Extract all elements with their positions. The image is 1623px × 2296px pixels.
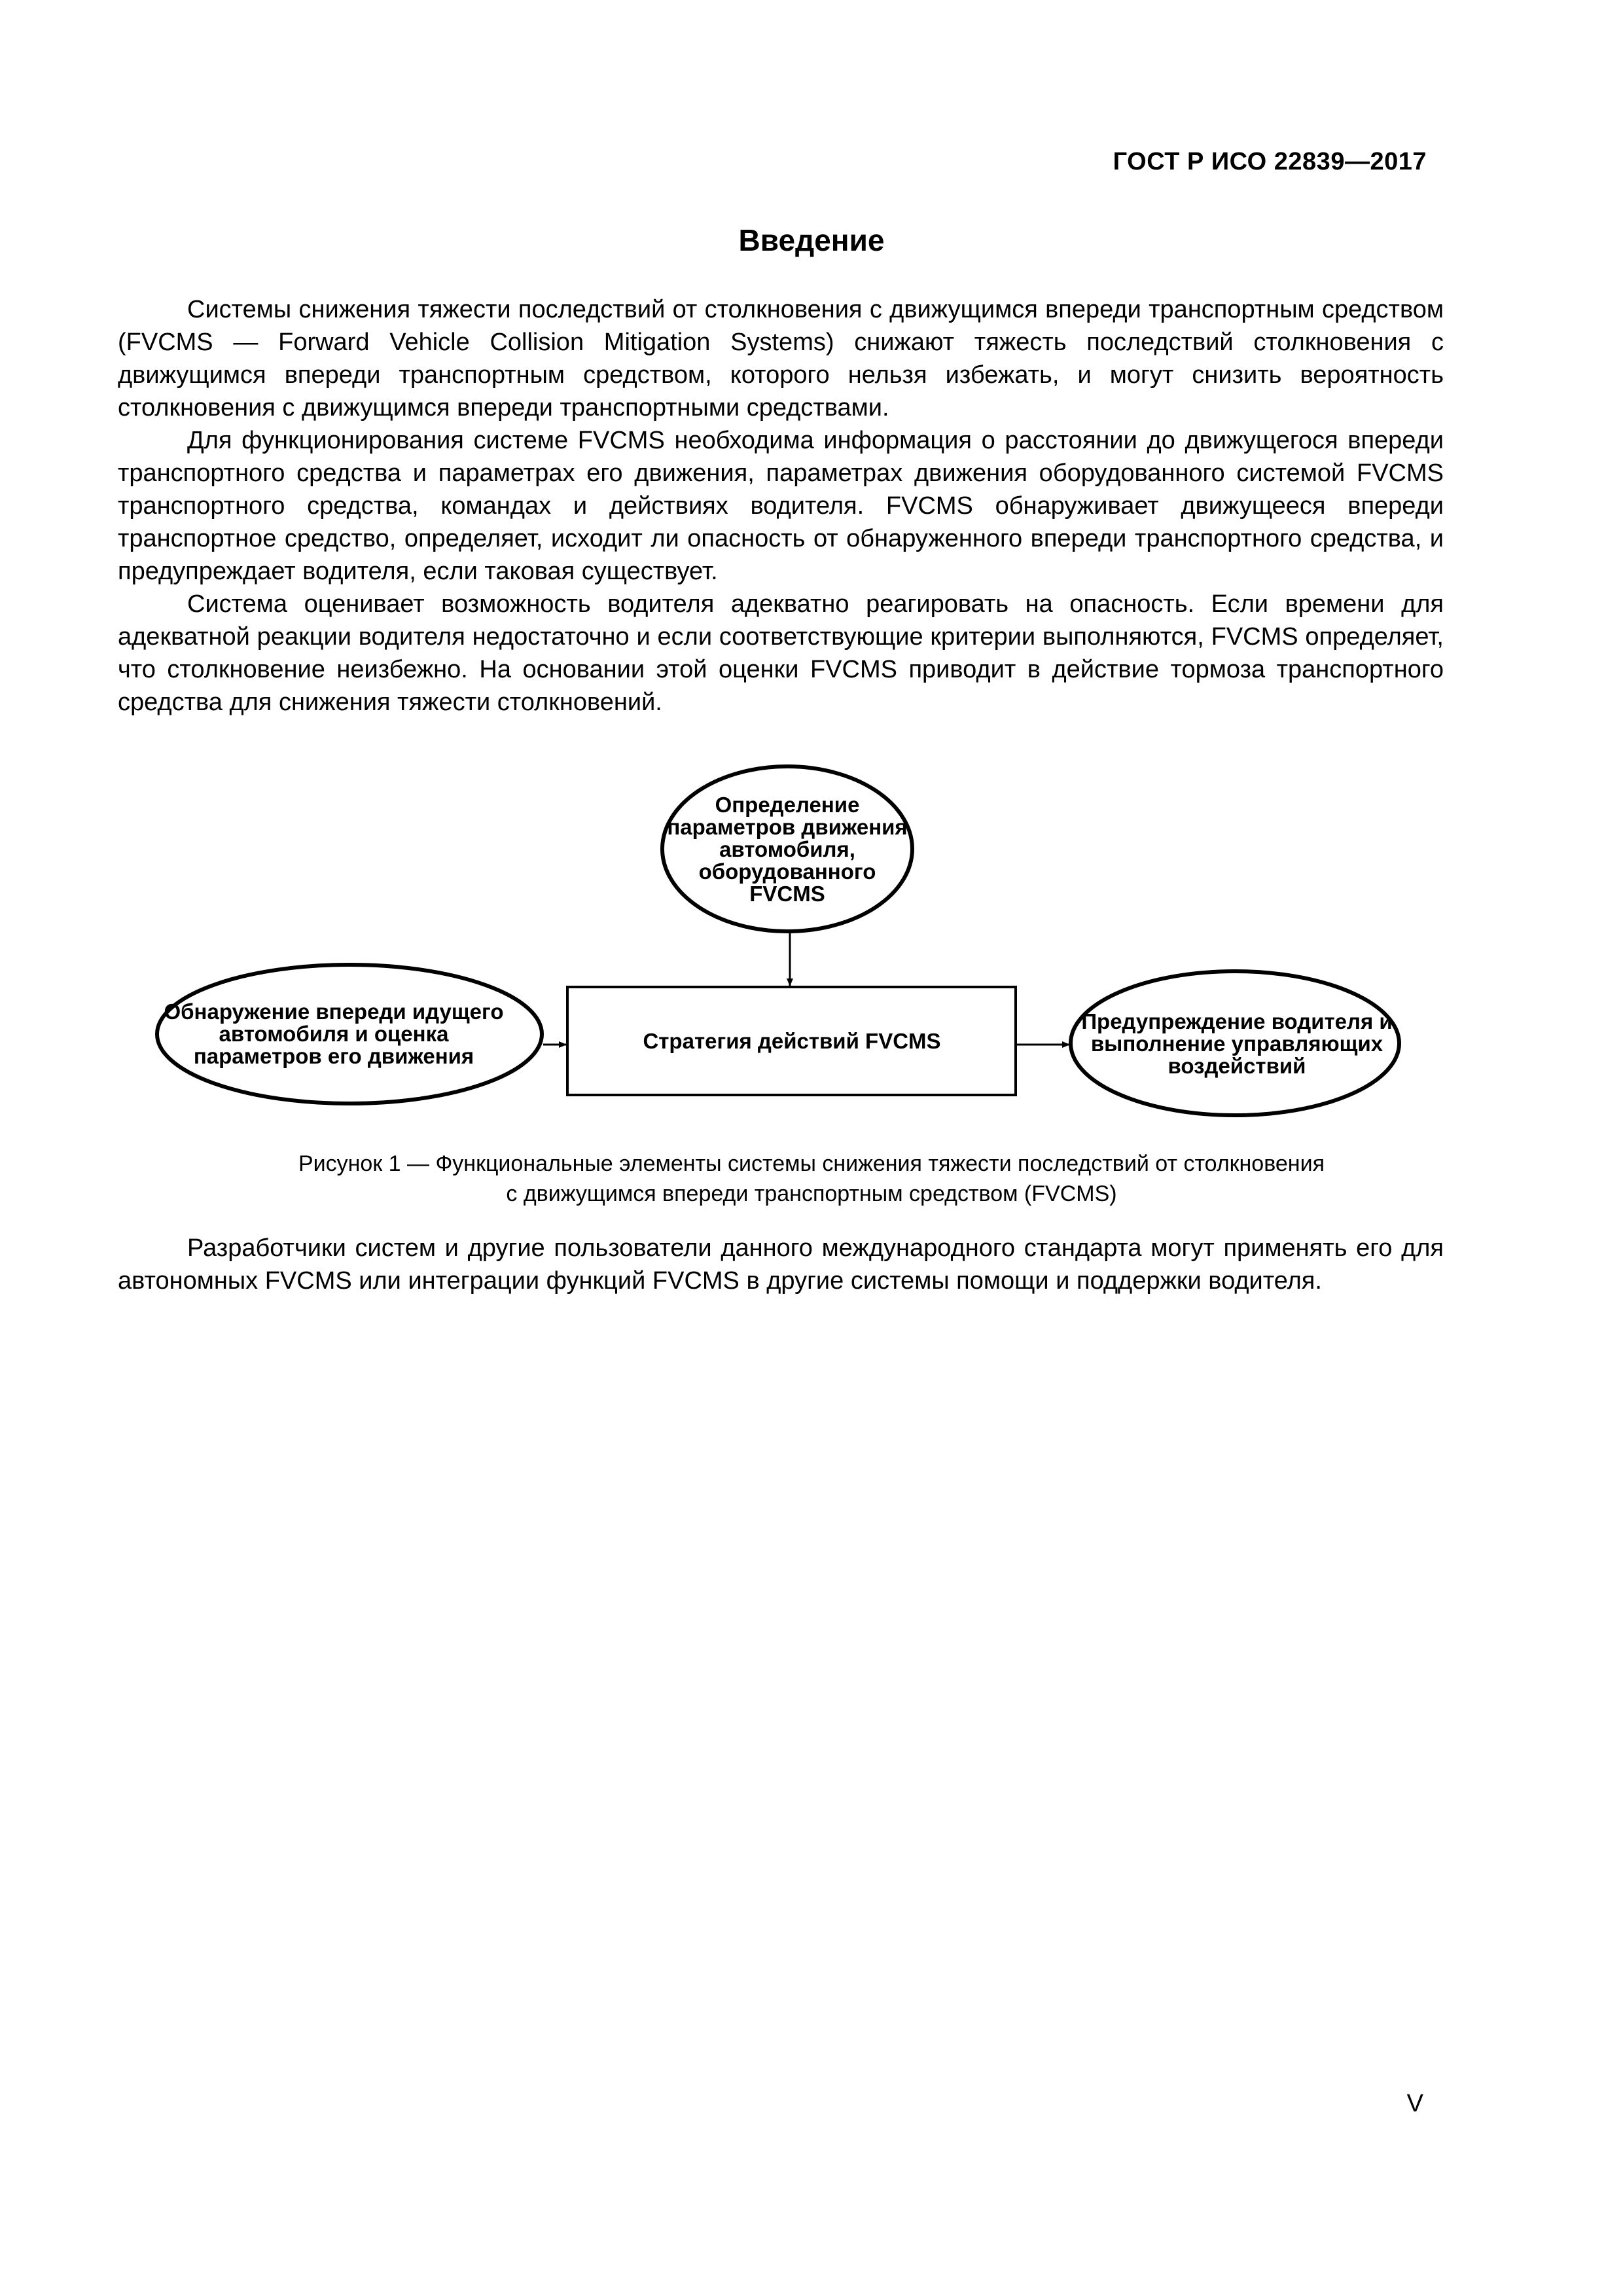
paragraph: Система оценивает возможность водителя адекватно реагировать на опасность. Если времени для адекватной реакции водителя недостаточно и если соответствующие критерии выполняются, FVCMS определяет, что столкновение неизбежно. На основании этой оценки FVCMS приводит в действие тормоза транспортного средства для снижения тяжести столкновений. <box>118 590 1444 716</box>
caption-line-1: Рисунок 1 — Функциональные элементы системы снижения тяжести последствий от столкновения <box>298 1151 1325 1176</box>
fvcms-diagram <box>0 756 1623 1122</box>
top-node-label: Определение параметров движения автомобиля, оборудованного FVCMS <box>667 793 908 906</box>
caption-line-2: с движущимся впереди транспортным средством (FVCMS) <box>506 1181 1117 1206</box>
intro-text <box>118 293 1444 719</box>
paragraph: Для функционирования системе FVCMS необходима информация о расстоянии до движущегося впереди транспортного средства и параметрах его движения, параметрах движения оборудованного системой FVCMS транспортного средства, командах и действиях водителя. FVCMS обнаруживает движущееся впереди транспортное средство, определяет, исходит ли опасность от обнаруженного впереди транспортного средства, и предупреждает водителя, если таковая существует. <box>118 427 1444 585</box>
page-number: V <box>1406 2090 1423 2117</box>
closing-text <box>118 1232 1444 1297</box>
section-title: Введение <box>738 223 885 257</box>
right-node-label: Предупреждение водителя и выполнение управляющих воздействий <box>1081 1009 1393 1078</box>
center-node-label: Стратегия действий FVCMS <box>643 1029 941 1053</box>
standard-code: ГОСТ Р ИСО 22839—2017 <box>1113 148 1427 175</box>
paragraph: Системы снижения тяжести последствий от столкновения с движущимся впереди транспортным средством (FVCMS — Forward Vehicle Collision Mitigation Systems) снижают тяжесть последствий столкновения с движущимся впереди транспортным средством, которого нельзя избежать, и могут снизить вероятность столкновения с движущимся впереди транспортными средствами. <box>118 296 1444 422</box>
left-node-label: Обнаружение впереди идущего автомобиля и оценка параметров его движения <box>164 999 504 1068</box>
figure-caption <box>0 1149 1623 1209</box>
paragraph: Разработчики систем и другие пользователи данного международного стандарта могут применять его для автономных FVCMS или интеграции функций FVCMS в другие системы помощи и поддержки водителя. <box>118 1234 1444 1295</box>
